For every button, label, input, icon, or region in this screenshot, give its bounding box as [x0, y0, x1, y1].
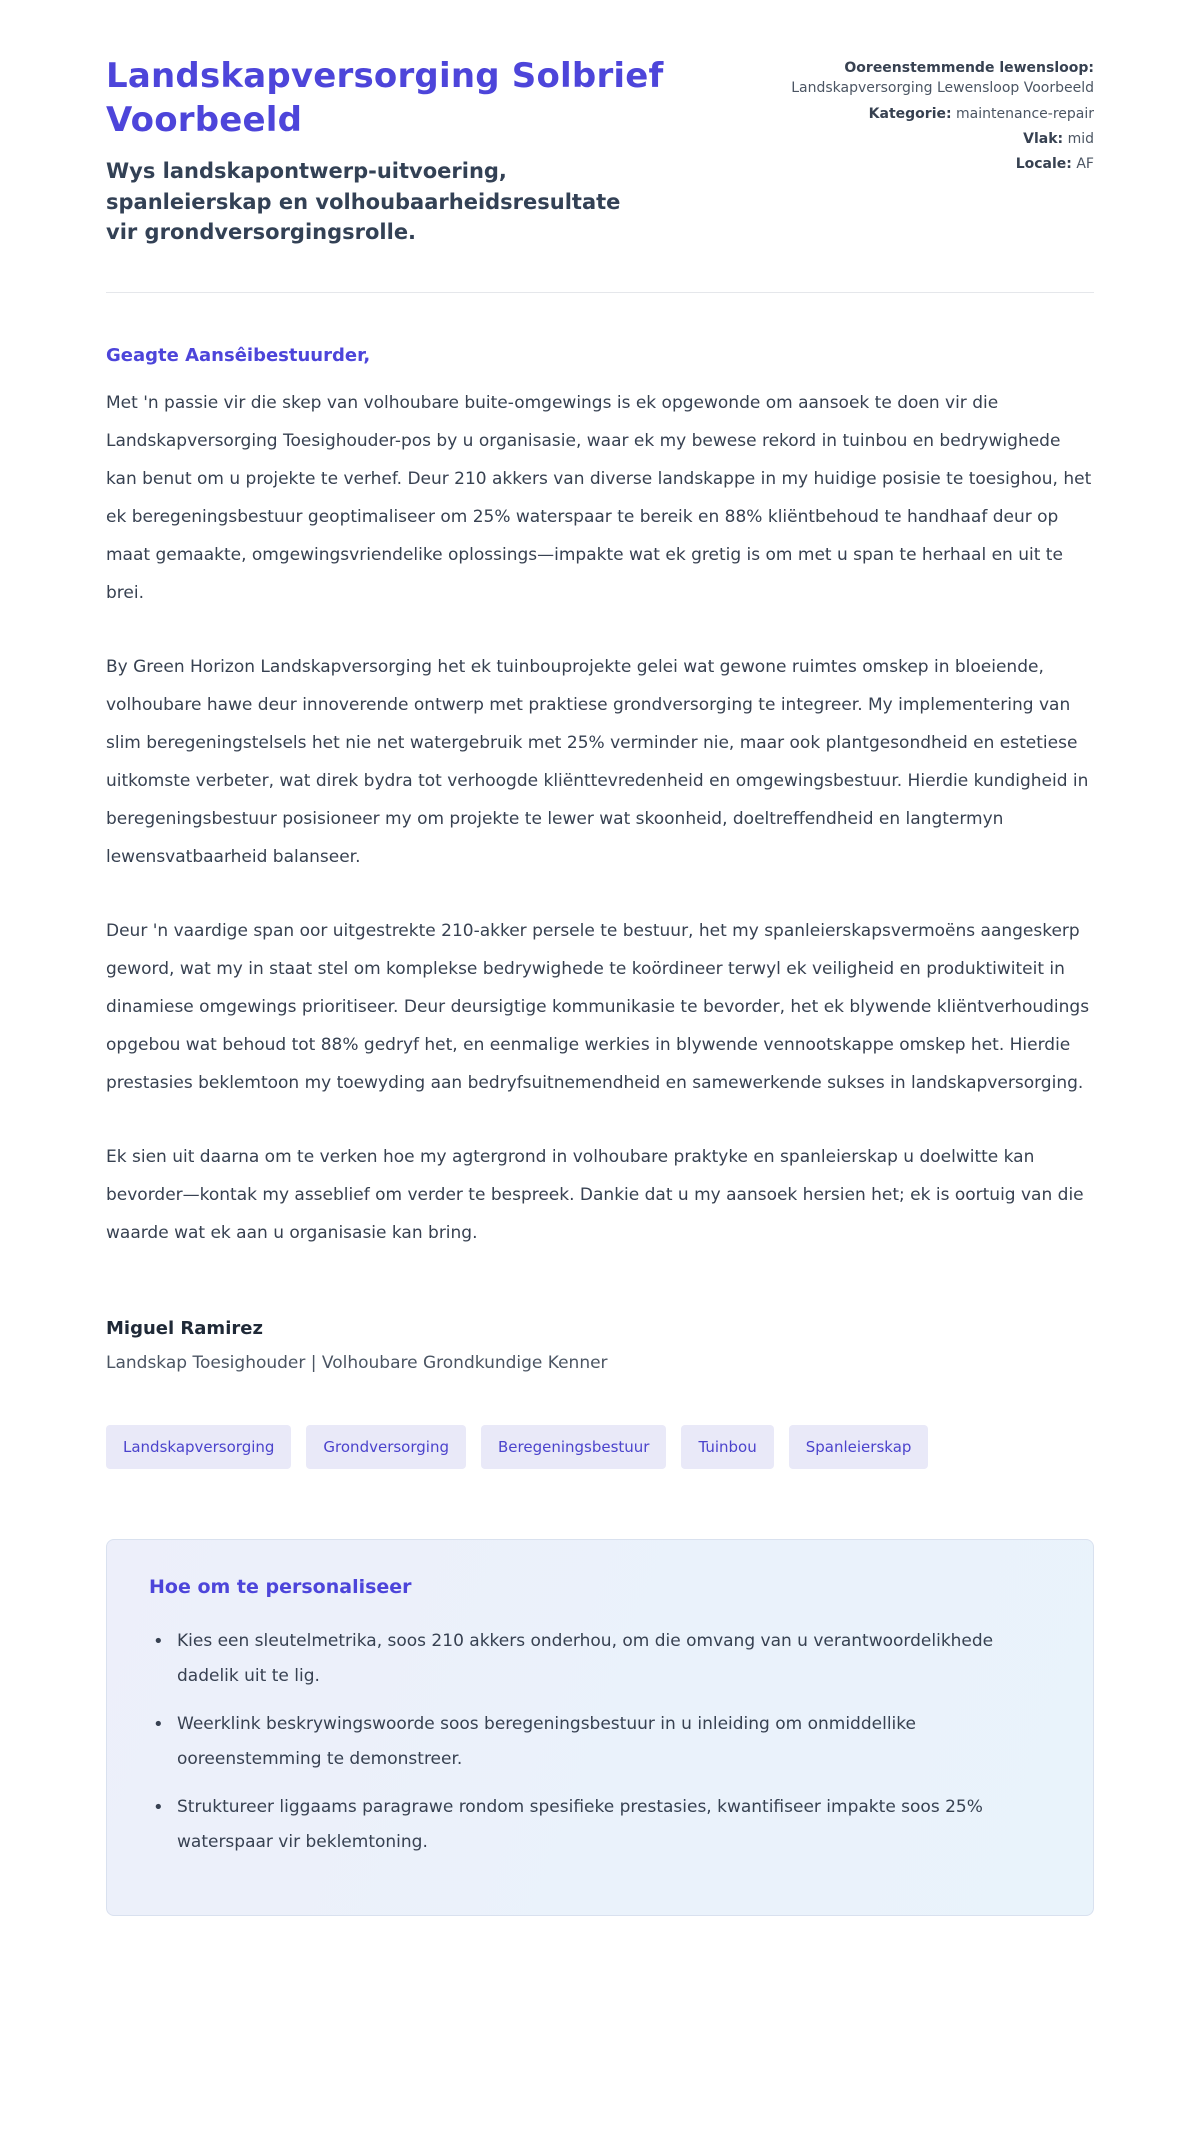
signature-block [106, 1318, 1094, 1373]
signature-role: Landskap Toesighouder | Volhoubare Grondkundige Kenner [106, 1352, 608, 1373]
tag-tuinbou[interactable]: Tuinbou [681, 1425, 773, 1469]
document-header [106, 54, 1094, 248]
meta-label: Locale: [1015, 156, 1072, 173]
personalization-tips-box [106, 1539, 1094, 1916]
letter-paragraph: Deur 'n vaardige span oor uitgestrekte 210-akker persele te bestuur, het my spanleierskapsvermoëns aangeskerp geword, wat my in staat stel om komplekse bedrywighede te koördineer terwyl ek veiligheid en produktiwiteit in dinamiese omgewings prioritiseer. Deur deursigtige kommunikasie te bevorder, het ek blywende kliëntverhoudings opgebou wat behoud tot 88% gedryf het, en eenmalige werkies in blywende vennootskappe omskep het. Hierdie prestasies beklemtoon my toewyding aan bedryfsuitnemendheid en samewerkende sukses in landskapversorging. [106, 920, 1090, 1093]
document-meta [764, 54, 1094, 179]
tip-item: • Weerklink beskrywingswoorde soos beregeningsbestuur in u inleiding om onmiddellike ooreenstemming te demonstreer. [137, 1707, 997, 1777]
letter-greeting: Geagte Aansêibestuurder, [106, 344, 371, 366]
tag-list [106, 1425, 1094, 1469]
tips-list [137, 1624, 1059, 1860]
meta-value: AF [1076, 156, 1094, 173]
meta-value: maintenance-repair [956, 105, 1094, 122]
meta-label: Vlak: [1023, 130, 1064, 147]
tag-grondversorging[interactable]: Grondversorging [306, 1425, 466, 1469]
signature-name: Miguel Ramirez [106, 1317, 263, 1339]
meta-label: Ooreenstemmende lewensloop: [844, 60, 1094, 76]
letter-paragraph: Met 'n passie vir die skep van volhoubare buite-omgewings is ek opgewonde om aansoek te doen vir die Landskapversorging Toesighouder-pos by u organisasie, waar ek my bewese rekord in tuinbou en bedrywighede kan benut om u projekte te verhef. Deur 210 akkers van diverse landskappe in my huidige posisie te toesighou, het ek beregeningsbestuur geoptimaliseer om 25% waterspaar te bereik en 88% kliëntbehoud te handhaaf deur op maat gemaakte, omgewingsvriendelike oplossings—impakte wat ek gretig is om met u span te herhaal en uit te brei. [106, 392, 1092, 603]
header-divider [106, 292, 1094, 293]
meta-category [764, 104, 1094, 124]
letter-paragraph: By Green Horizon Landskapversorging het ek tuinbouprojekte gelei wat gewone ruimtes omskep in bloeiende, volhoubare hawe deur innoverende ontwerp met praktiese grondversorging te integreer. My implementering van slim beregeningstelsels het nie net watergebruik met 25% verminder nie, maar ook plantgesondheid en estetiese uitkomste verbeter, wat direk bydra tot verhoogde kliënttevredenheid en omgewingsbestuur. Hierdie kundigheid in beregeningsbestuur posisioneer my om projekte te lewer wat skoonheid, doeltreffendheid en langtermyn lewensvatbaarheid balanseer. [106, 656, 1089, 867]
tips-title: Hoe om te personaliseer [149, 1575, 412, 1598]
meta-label: Kategorie: [868, 105, 952, 122]
header-title-block [106, 54, 764, 248]
letter-body [106, 345, 1094, 1373]
meta-matching-resume [764, 58, 1094, 99]
tip-item: • Kies een sleutelmetrika, soos 210 akkers onderhou, om die omvang van u verantwoordelikhede dadelik uit te lig. [137, 1624, 997, 1694]
meta-value: mid [1067, 130, 1094, 147]
letter-paragraph: Ek sien uit daarna om te verken hoe my agtergrond in volhoubare praktyke en spanleierskap u doelwitte kan bevorder—kontak my asseblief om verder te bespreek. Dankie dat u my aansoek hersien het; ek is oortuig van die waarde wat ek aan u organisasie kan bring. [106, 1146, 1084, 1243]
meta-level [764, 129, 1094, 149]
tag-beregeningsbestuur[interactable]: Beregeningsbestuur [481, 1425, 666, 1469]
tip-item: • Struktureer liggaams paragrawe rondom spesifieke prestasies, kwantifiseer impakte soos 25% waterspaar vir beklemtoning. [137, 1790, 997, 1860]
page-subtitle: Wys landskapontwerp-uitvoering, spanleierskap en volhoubaarheidsresultate vir grondversorgingsrolle. [106, 159, 621, 245]
page-title: Landskapversorging Solbrief Voorbeeld [106, 56, 664, 141]
tag-landskapversorging[interactable]: Landskapversorging [106, 1425, 291, 1469]
meta-locale [764, 154, 1094, 174]
content-container [106, 0, 1094, 1916]
tag-spanleierskap[interactable]: Spanleierskap [789, 1425, 929, 1469]
meta-value: Landskapversorging Lewensloop Voorbeeld [791, 80, 1094, 97]
